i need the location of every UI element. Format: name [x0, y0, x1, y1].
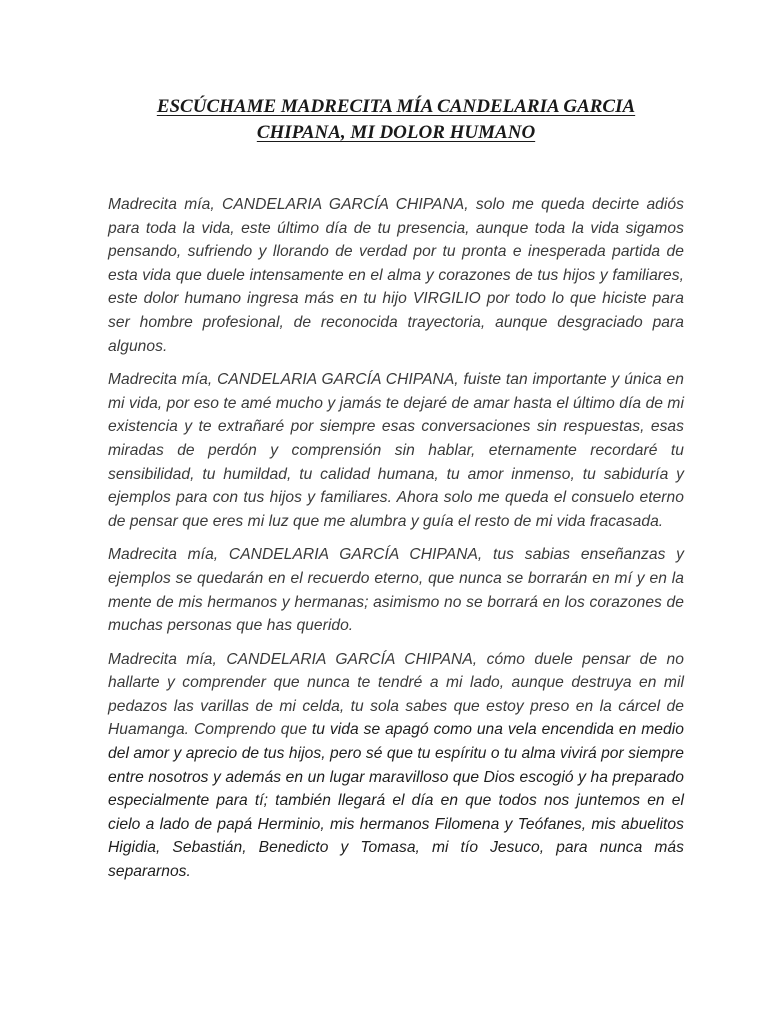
- title-line-2: CHIPANA, MI DOLOR HUMANO: [256, 122, 536, 143]
- title-line-1: ESCÚCHAME MADRECITA MÍA CANDELARIA GARCIA: [156, 96, 636, 117]
- paragraph-3: Madrecita mía, CANDELARIA GARCÍA CHIPANA, tus sabias enseñanzas y ejemplos se quedarán en el recuerdo eterno, que nunca se borrarán en mí y en la mente de mis hermanos y hermanas; asimismo no se borrará en los corazones de muchas personas que has querido.: [108, 546, 684, 635]
- paragraph-2: Madrecita mía, CANDELARIA GARCÍA CHIPANA, fuiste tan importante y única en mi vida, por eso te amé mucho y jamás te dejaré de amar hasta el último día de mi existencia y te extrañaré por siempre esas conversaciones sin respuestas, esas miradas de perdón y comprensión sin hablar, eternamente recordaré tu sensibilidad, tu humildad, tu calidad humana, tu amor inmenso, tu sabiduría y ejemplos para con tus hijos y familiares. Ahora solo me queda el consuelo eterno de pensar que eres mi luz que me alumbra y guía el resto de mi vida fracasada.: [108, 371, 684, 530]
- paragraph-4: [108, 648, 684, 884]
- paragraph-1: Madrecita mía, CANDELARIA GARCÍA CHIPANA, solo me queda decirte adiós para toda la vida, este último día de tu presencia, aunque toda la vida sigamos pensando, sufriendo y llorando de verdad por tu pronta e inesperada partida de esta vida que duele intensamente en el alma y corazones de tus hijos y familiares, este dolor humano ingresa más en tu hijo VIRGILIO por todo lo que hiciste para ser hombre profesional, de reconocida trayectoria, aunque desgraciado para algunos.: [108, 196, 684, 355]
- paragraph-4-part-1: Madrecita mía, CANDELARIA GARCÍA CHIPANA, cómo duele pensar de no hallarte y comprender que nunca te tendré a mi lado, aunque destruya en mil pedazos las varillas de mi celda, tu sola sabes que estoy preso en la cárcel de Huamanga. Comprendo que: [108, 650, 684, 739]
- paragraph-4-part-2: tu vida se apagó como una vela encendida en medio del amor y aprecio de tus hijos, pero sé que tu espíritu o tu alma vivirá por siempre entre nosotros y además en un lugar maravilloso que Dios escogió y ha preparado especialmente para tí; también llegará el día en que todos nos juntemos en el cielo a lado de papá Herminio, mis hermanos Filomena y Teófanes, mis abuelitos Higidia, Sebastián, Benedicto y Tomasa, mi tío Jesuco, para nunca más separarnos.: [108, 721, 684, 881]
- document-title: [108, 94, 684, 146]
- document-body: [108, 193, 684, 894]
